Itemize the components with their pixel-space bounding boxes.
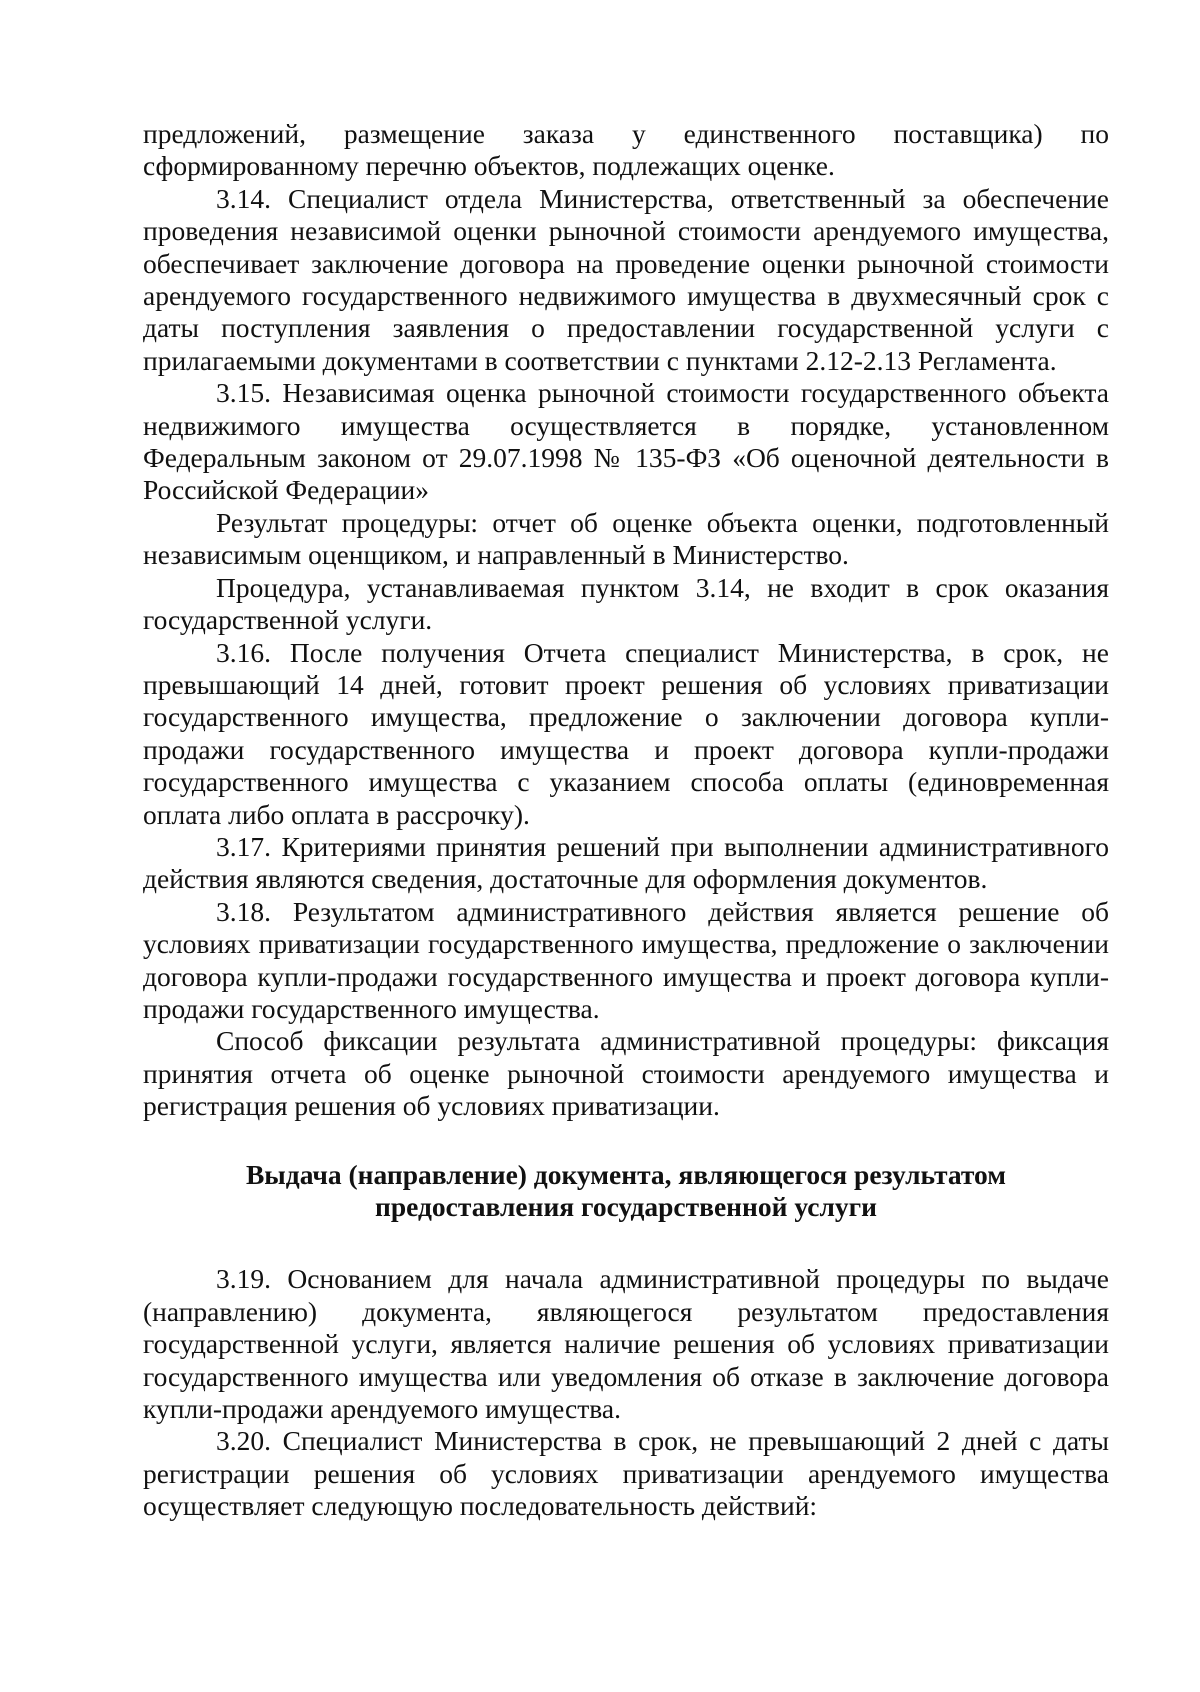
section-heading <box>143 1159 1109 1224</box>
paragraph-3-19: 3.19. Основанием для начала административной процедуры по выдаче (направлению) документа, являющегося результатом предоставления государственной услуги, является наличие решения об условиях приватизации государственного имущества или уведомления об отказе в заключение договора купли-продажи арендуемого имущества. <box>143 1263 1109 1425</box>
paragraph-fixation-method: Способ фиксации результата административной процедуры: фиксация принятия отчета об оценке рыночной стоимости арендуемого имущества и регистрация решения об условиях приватизации. <box>143 1025 1109 1122</box>
paragraph-continuation: предложений, размещение заказа у единственного поставщика) по сформированному перечню объектов, подлежащих оценке. <box>143 118 1109 182</box>
paragraph-procedure-result: Результат процедуры: отчет об оценке объекта оценки, подготовленный независимым оценщиком, и направленный в Министерство. <box>143 506 1109 571</box>
paragraph-3-15: 3.15. Независимая оценка рыночной стоимости государственного объекта недвижимого имущества осуществляется в порядке, установленном Федеральным законом от 29.07.1998 № 135-ФЗ «Об оценочной деятельности в Российской Федерации» <box>143 377 1109 506</box>
paragraph-procedure-term: Процедура, устанавливаемая пунктом 3.14, не входит в срок оказания государственной услуги. <box>143 571 1109 636</box>
section-heading-line-2: предоставления государственной услуги <box>375 1191 877 1222</box>
document-body <box>143 118 1109 1523</box>
paragraph-3-16: 3.16. После получения Отчета специалист Министерства, в срок, не превышающий 14 дней, готовит проект решения об условиях приватизации государственного имущества, предложение о заключении договора купли-продажи государственного имущества и проект договора купли-продажи государственного имущества с указанием способа оплаты (единовременная оплата либо оплата в рассрочку). <box>143 636 1109 830</box>
paragraph-3-20: 3.20. Специалист Министерства в срок, не превышающий 2 дней с даты регистрации решения об условиях приватизации арендуемого имущества осуществляет следующую последовательность действий: <box>143 1425 1109 1522</box>
section-heading-line-1: Выдача (направление) документа, являющегося результатом <box>245 1158 1007 1190</box>
paragraph-3-14: 3.14. Специалист отдела Министерства, ответственный за обеспечение проведения независимой оценки рыночной стоимости арендуемого имущества, обеспечивает заключение договора на проведение оценки рыночной стоимости арендуемого государственного недвижимого имущества в двухмесячный срок с даты поступления заявления о предоставлении государственной услуги с прилагаемыми документами в соответствии с пунктами 2.12-2.13 Регламента. <box>143 182 1109 376</box>
paragraph-3-17: 3.17. Критериями принятия решений при выполнении административного действия являются сведения, достаточные для оформления документов. <box>143 830 1109 895</box>
paragraph-3-18: 3.18. Результатом административного действия является решение об условиях приватизации государственного имущества, предложение о заключении договора купли-продажи государственного имущества и проект договора купли-продажи государственного имущества. <box>143 895 1109 1024</box>
